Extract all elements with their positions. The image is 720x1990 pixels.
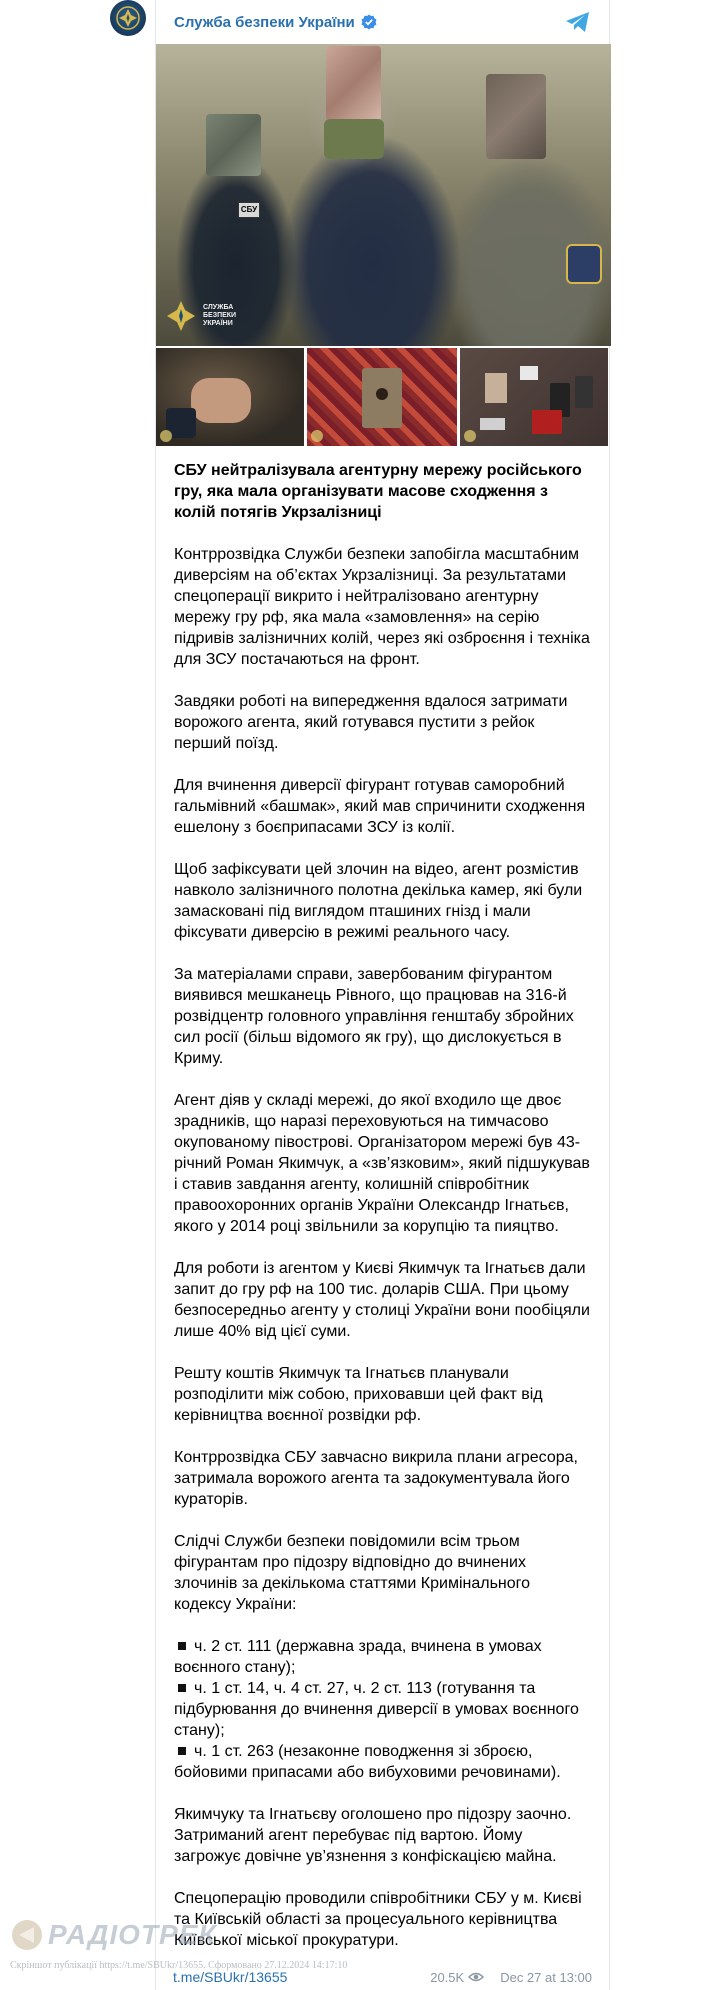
evidence-phone bbox=[575, 376, 593, 408]
list-item-text: ч. 1 ст. 263 (незаконне поводження зі зброєю, бойовими припасами або вибуховими речовинами). bbox=[174, 1743, 561, 1781]
scarf bbox=[324, 119, 384, 159]
sbu-watermark bbox=[164, 299, 248, 333]
sbu-emblem-icon bbox=[464, 430, 476, 442]
hands bbox=[191, 378, 251, 423]
sbu-emblem-icon bbox=[311, 430, 323, 442]
channel-name[interactable]: Служба безпеки України bbox=[174, 13, 355, 31]
evidence-item bbox=[520, 366, 538, 380]
sbu-patch-text: СБУ bbox=[240, 205, 258, 214]
post-paragraph: Якимчуку та Ігнатьєву оголошено про підозру заочно. Затриманий агент перебуває під вартою. Йому загрожує довічне ув’язнення з конфіскацією майна. bbox=[174, 1806, 572, 1865]
photo-thumbnail[interactable] bbox=[307, 348, 457, 446]
photo-thumbnail[interactable] bbox=[460, 348, 608, 446]
evidence-passport bbox=[532, 410, 562, 434]
post-paragraph: За матеріалами справи, завербованим фігурантом виявився мешканець Рівного, що працював на 316-й розвідцентр головного управління генштабу збройних сил росії (більш відомого як гру), що дислокується в Криму. bbox=[174, 966, 574, 1067]
blurred-face bbox=[326, 46, 381, 121]
list-item-text: ч. 1 ст. 14, ч. 4 ст. 27, ч. 2 ст. 113 (готування та підбурювання до вчинення диверсії в умовах воєнного стану); bbox=[174, 1680, 579, 1739]
bullet-square-icon bbox=[178, 1747, 186, 1755]
post-paragraph: Спецоперацію проводили співробітники СБУ у м. Києві та Київській області за процесуального керівництва Київської міської прокуратури. bbox=[174, 1890, 582, 1949]
post-paragraph: Слідчі Служби безпеки повідомили всім трьом фігурантам про підозру відповідно до вчинених злочинів за декількома статтями Кримінального кодексу України: bbox=[174, 1533, 531, 1613]
post-date: Dec 27 at 13:00 bbox=[500, 1969, 592, 1985]
charges-list bbox=[174, 1636, 591, 1783]
post-photo-main[interactable] bbox=[156, 44, 611, 346]
post-paragraph: Щоб зафіксувати цей злочин на відео, агент розмістив навколо залізничного полотна декілька камер, які були замасковані під виглядом пташиних гнізд і мали фіксувати диверсію в режимі реального часу. bbox=[174, 861, 583, 941]
blurred-face bbox=[486, 74, 546, 159]
telegram-icon[interactable] bbox=[565, 11, 591, 33]
evidence-item bbox=[480, 418, 505, 430]
view-count-value: 20.5K bbox=[430, 1969, 465, 1985]
post-paragraph: Контррозвідка Служби безпеки запобігла масштабним диверсіям на об’єктах Укрзалізниці. За результатами спецоперації викрито і нейтралізовано агентурну мережу гру рф, яка мала «замовлення» на серію підривів залізничних колій, через які озброєння і техніка для ЗСУ постачаються на фронт. bbox=[174, 546, 590, 668]
list-item bbox=[174, 1636, 591, 1678]
sbu-emblem-icon bbox=[160, 430, 172, 442]
screenshot-caption: Скріншот публікації https://t.me/SBUkr/13655. Сформовано 27.12.2024 14:17:10 bbox=[10, 1960, 348, 1971]
site-logo-text: РАДІОТРЕК bbox=[48, 1919, 217, 1950]
photo-thumbnail[interactable] bbox=[156, 348, 304, 446]
post-paragraph: Для вчинення диверсії фігурант готував саморобний гальмівний «башмак», який мав спричинити сходження ешелону з боєприпасами ЗСУ із колії. bbox=[174, 777, 586, 836]
verified-icon bbox=[361, 14, 377, 30]
post-header bbox=[156, 0, 609, 44]
list-item bbox=[174, 1678, 591, 1741]
post-paragraph: Контррозвідка СБУ завчасно викрила плани агресора, затримала ворожого агента та задокументувала його кураторів. bbox=[174, 1449, 578, 1508]
list-item bbox=[174, 1741, 591, 1783]
eye-icon bbox=[468, 1971, 484, 1983]
post-text bbox=[156, 446, 609, 1951]
sbu-emblem-icon bbox=[164, 299, 198, 333]
radio-wave-icon bbox=[10, 1918, 44, 1952]
post-footer bbox=[155, 1964, 610, 1990]
post-paragraph: Для роботи із агентом у Києві Якимчук та Ігнатьєв дали запит до гру рф на 100 тис. доларів США. При цьому безпосередньо агенту у столиці України вони пообіцяли лише 40% від цієї суми. bbox=[174, 1260, 590, 1340]
sbu-emblem-icon bbox=[115, 5, 141, 31]
view-count bbox=[430, 1970, 484, 1985]
channel-avatar[interactable] bbox=[110, 0, 146, 36]
bullet-square-icon bbox=[178, 1684, 186, 1692]
post-link[interactable]: t.me/SBUkr/13655 bbox=[173, 1969, 288, 1985]
site-logo bbox=[10, 1918, 217, 1952]
photo-thumbnails bbox=[156, 348, 609, 446]
post-paragraph: Завдяки роботі на випередження вдалося затримати ворожого агента, який готувався пустити з рейок перший поїзд. bbox=[174, 693, 568, 752]
list-item-text: ч. 2 ст. 111 (державна зрада, вчинена в умовах воєнного стану); bbox=[174, 1638, 542, 1676]
bullet-square-icon bbox=[178, 1642, 186, 1650]
post-card bbox=[155, 0, 610, 1990]
post-paragraph: Агент діяв у складі мережі, до якої входило ще двоє зрадників, що наразі переховуються на тимчасово окупованому півострові. Організатором мережі був 43-річний Роман Якимчук, а «зв’язковим», який підшукував і ставив завдання агенту, колишній співробітник правоохоронних органів України Олександр Ігнатьєв, якого у 2014 році звільнили за корупцію та пияцтво. bbox=[174, 1092, 590, 1235]
blurred-face bbox=[206, 114, 261, 176]
evidence-item bbox=[485, 373, 507, 403]
watermark-text: СЛУЖБА БЕЗПЕКИ УКРАЇНИ bbox=[203, 304, 237, 327]
shoulder-patch bbox=[566, 244, 602, 284]
camera-hole bbox=[376, 388, 388, 400]
post-headline: СБУ нейтралізувала агентурну мережу російського гру, яка мала організувати масове сходження з колій потягів Укрзалізниці bbox=[174, 462, 582, 521]
sbu-patch bbox=[238, 202, 260, 218]
post-paragraph: Решту коштів Якимчук та Ігнатьєв планували розподілити між собою, приховавши цей факт від керівництва воєнної розвідки рф. bbox=[174, 1365, 543, 1424]
